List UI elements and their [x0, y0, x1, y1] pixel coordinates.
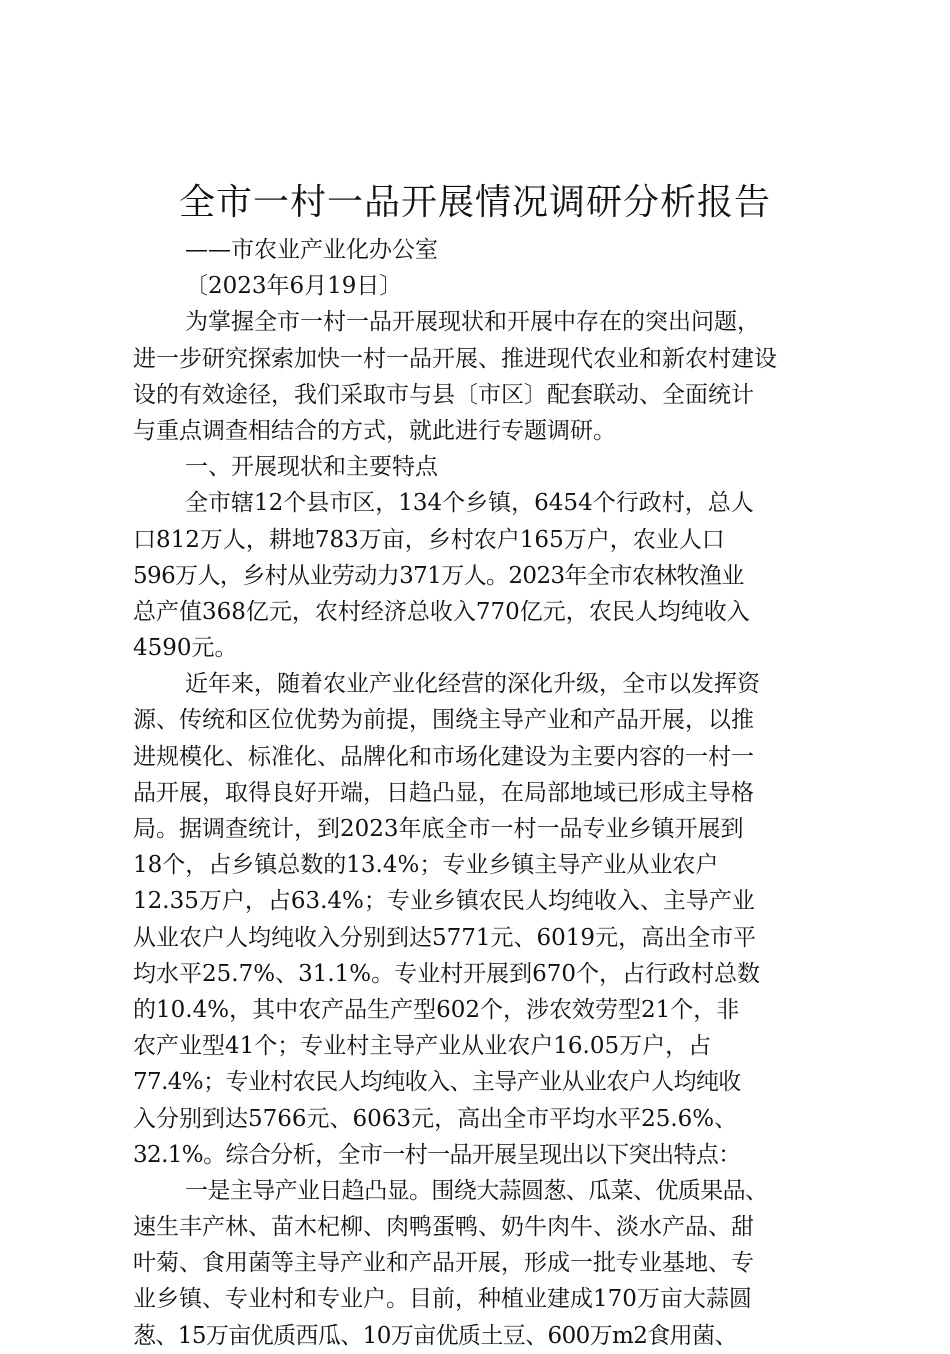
paragraph-line: 葱、15万亩优质西瓜、10万亩优质土豆、600万m2食用菌、	[133, 1322, 737, 1349]
paragraph-line: 为掌握全市一村一品开展现状和开展中存在的突出问题，	[185, 309, 760, 336]
paragraph-line: 总产值368亿元，农村经济总收入770亿元，农民人均纯收入	[133, 598, 750, 625]
section-heading: 一、开展现状和主要特点	[185, 454, 438, 481]
paragraph-line: 源、传统和区位优势为前提，围绕主导产业和产品开展，以推	[133, 707, 754, 734]
document-title: 全市一村一品开展情况调研分析报告	[178, 182, 771, 223]
paragraph-line: 设的有效途径，我们采取市与县〔市区〕配套联动、全面统计	[133, 381, 754, 408]
paragraph-line: 进规模化、标准化、品牌化和市场化建设为主要内容的一村一	[133, 743, 754, 770]
paragraph-line: 业乡镇、专业村和专业户。目前，种植业建成170万亩大蒜圆	[133, 1286, 752, 1313]
date-line: 〔2023年6月19日〕	[185, 273, 403, 300]
paragraph-line: 口812万人，耕地783万亩，乡村农户165万户，农业人口	[133, 526, 725, 553]
paragraph-line: 叶菊、食用菌等主导产业和产品开展，形成一批专业基地、专	[133, 1250, 754, 1277]
author-line: ——市农业产业化办公室	[185, 237, 438, 263]
paragraph-line: 从业农户人均纯收入分别到达5771元、6019元，高出全市平	[133, 924, 757, 951]
paragraph-line: 一是主导产业日趋凸显。围绕大蒜圆葱、瓜菜、优质果品、	[185, 1177, 768, 1204]
paragraph-line: 与重点调查相结合的方式，就此进行专题调研。	[133, 417, 616, 444]
paragraph-line: 32.1%。综合分析，全市一村一品开展呈现出以下突出特点：	[133, 1141, 741, 1168]
paragraph-line: 速生丰产林、苗木杞柳、肉鸭蛋鸭、奶牛肉牛、淡水产品、甜	[133, 1214, 754, 1241]
paragraph-line: 全市辖12个县市区，134个乡镇，6454个行政村，总人	[185, 490, 754, 517]
paragraph-line: 入分别到达5766元、6063元，高出全市平均水平25.6%、	[133, 1105, 738, 1132]
paragraph-line: 的10.4%，其中农产品生产型602个，涉农效劳型21个，非	[133, 996, 740, 1023]
paragraph-line: 均水平25.7%、31.1%。专业村开展到670个，占行政村总数	[133, 960, 761, 987]
document-body	[133, 232, 833, 1354]
paragraph-line: 77.4%；专业村农民人均纯收入、主导产业从业农户人均纯收	[133, 1069, 741, 1096]
paragraph-line: 12.35万户，占63.4%；专业乡镇农民人均纯收入、主导产业	[133, 888, 755, 915]
paragraph-line: 农产业型41个；专业村主导产业从业农户16.05万户，占	[133, 1033, 712, 1060]
paragraph-line: 18个，占乡镇总数的13.4%；专业乡镇主导产业从业农户	[133, 852, 719, 879]
paragraph-line: 近年来，随着农业产业化经营的深化升级，全市以发挥资	[185, 671, 760, 698]
paragraph-line: 596万人，乡村从业劳动力371万人。2023年全市农林牧渔业	[133, 562, 744, 589]
paragraph-line: 局。据调查统计，到2023年底全市一村一品专业乡镇开展到	[133, 816, 744, 842]
paragraph-line: 品开展，取得良好开端，日趋凸显，在局部地域已形成主导格	[133, 779, 754, 806]
paragraph-line: 进一步研究探索加快一村一品开展、推进现代农业和新农村建设	[133, 345, 777, 372]
paragraph-line: 4590元。	[133, 635, 238, 662]
